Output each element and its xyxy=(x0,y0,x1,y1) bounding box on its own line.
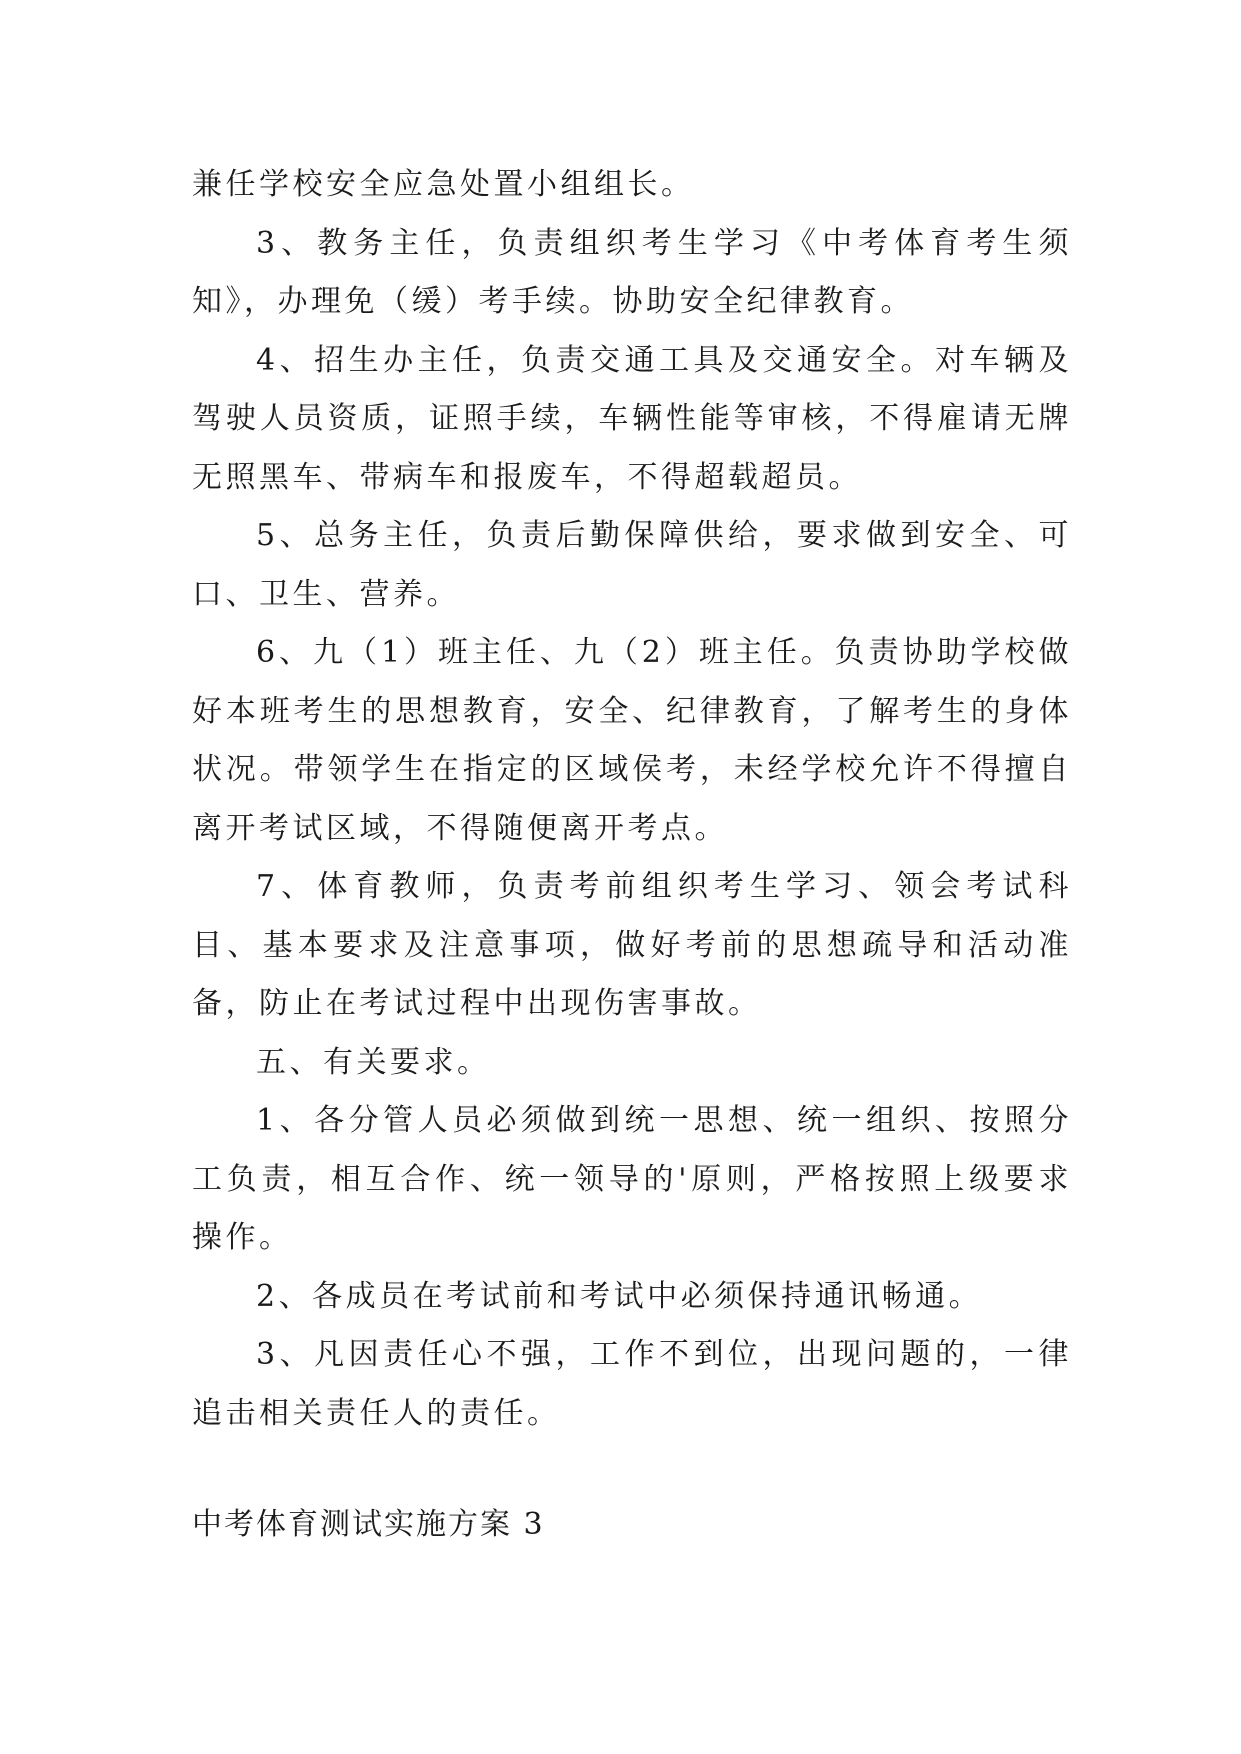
paragraph-item-5: 5、总务主任，负责后勤保障供给，要求做到安全、可口、卫生、营养。 xyxy=(192,518,1072,612)
body-text xyxy=(192,156,1072,1443)
paragraph-item-6: 6、九（1）班主任、九（2）班主任。负责协助学校做好本班考生的思想教育，安全、纪律教育，了解考生的身体状况。带领学生在指定的区域侯考，未经学校允许不得擅自离开考试区域，不得随便离开考点。 xyxy=(192,635,1072,846)
paragraph-item-3: 3、教务主任，负责组织考生学习《中考体育考生须知》，办理免（缓）考手续。协助安全纪律教育。 xyxy=(192,225,1072,319)
paragraph-continuation: 兼任学校安全应急处置小组组长。 xyxy=(192,167,695,202)
requirement-2: 2、各成员在考试前和考试中必须保持通讯畅通。 xyxy=(256,1278,983,1314)
requirement-3: 3、凡因责任心不强，工作不到位，出现问题的，一律追击相关责任人的责任。 xyxy=(192,1337,1072,1431)
section-five-title: 五、有关要求。 xyxy=(256,1044,491,1080)
paragraph-item-7: 7、体育教师，负责考前组织考生学习、领会考试科目、基本要求及注意事项，做好考前的思想疏导和活动准备，防止在考试过程中出现伤害事故。 xyxy=(192,869,1072,1021)
requirement-1: 1、各分管人员必须做到统一思想、统一组织、按照分工负责，相互合作、统一领导的'原则，严格按照上级要求操作。 xyxy=(192,1103,1072,1255)
section-heading: 中考体育测试实施方案 3 xyxy=(192,1507,545,1542)
paragraph-item-4: 4、招生办主任，负责交通工具及交通安全。对车辆及驾驶人员资质，证照手续，车辆性能等审核，不得雇请无牌无照黑车、带病车和报废车，不得超载超员。 xyxy=(192,342,1072,495)
